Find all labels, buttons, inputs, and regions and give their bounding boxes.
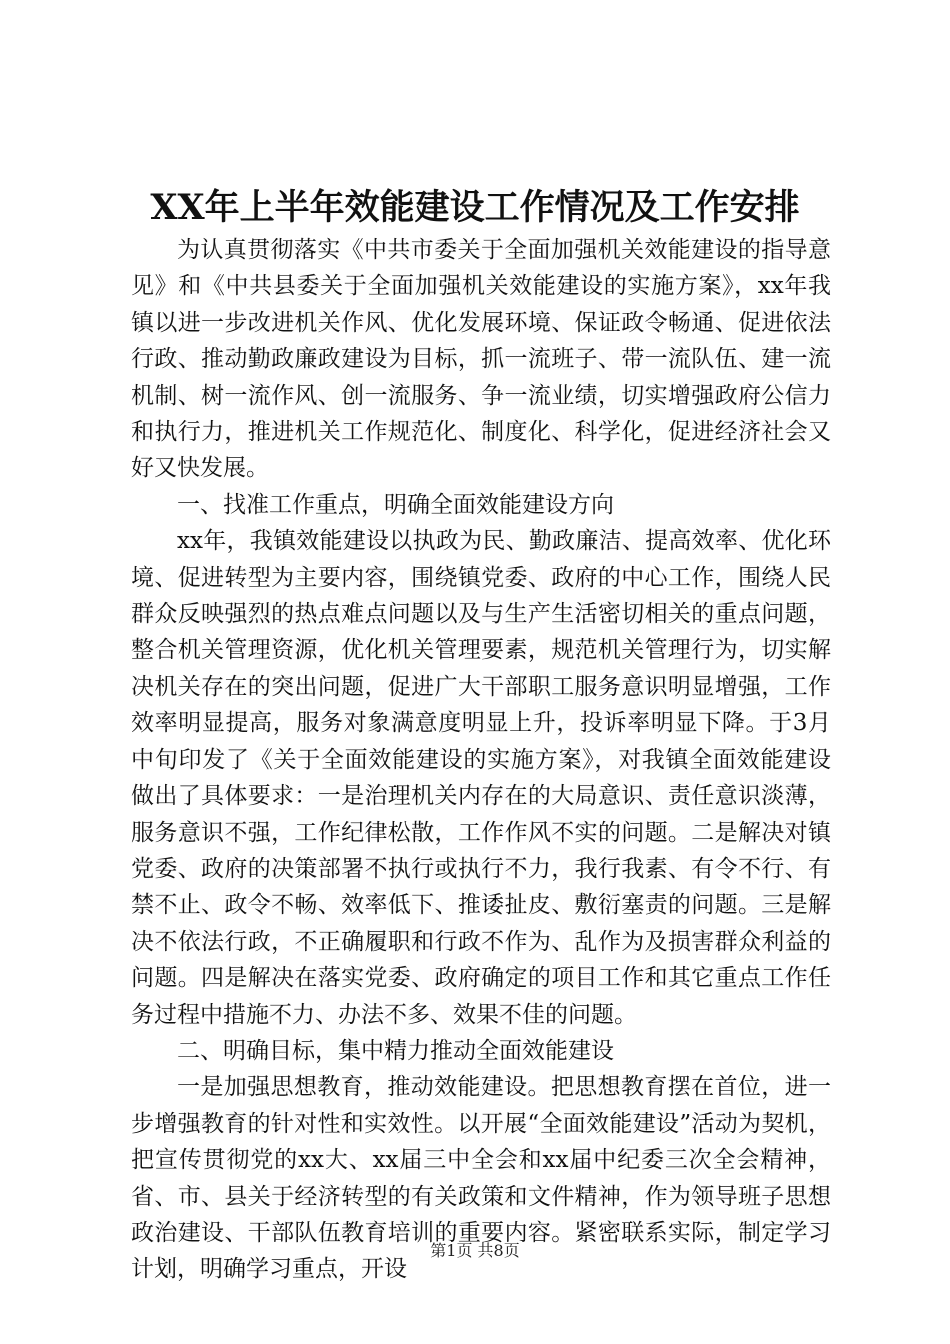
paragraph-section-2: 一是加强思想教育，推动效能建设。把思想教育摆在首位，进一步增强教育的针对性和实效性。以开展“全面效能建设”活动为契机，把宣传贯彻党的xx大、xx届三中全会和xx届中纪委三次全会精神，省、市、县关于经济转型的有关政策和文件精神，作为领导班子思想政治建设、干部队伍教育培训的重要内容。紧密联系实际，制定学习计划，明确学习重点，开设 xyxy=(131,1074,831,1283)
page-footer: 第1页 共8页 xyxy=(430,1241,520,1260)
document-title: XX年上半年效能建设工作情况及工作安排 xyxy=(150,187,800,228)
paragraph-intro: 为认真贯彻落实《中共市委关于全面加强机关效能建设的指导意见》和《中共县委关于全面加强机关效能建设的实施方案》，xx年我镇以进一步改进机关作风、优化发展环境、保证政令畅通、促进依法行政、推动勤政廉政建设为目标，抓一流班子、带一流队伍、建一流机制、树一流作风、创一流服务、争一流业绩，切实增强政府公信力和执行力，推进机关工作规范化、制度化、科学化，促进经济社会又好又快发展。 xyxy=(131,237,831,482)
paragraph-section-1: xx年，我镇效能建设以执政为民、勤政廉洁、提高效率、优化环境、促进转型为主要内容，围绕镇党委、政府的中心工作，围绕人民群众反映强烈的热点难点问题以及与生产生活密切相关的重点问题，整合机关管理资源，优化机关管理要素，规范机关管理行为，切实解决机关存在的突出问题，促进广大干部职工服务意识明显增强，工作效率明显提高，服务对象满意度明显上升，投诉率明显下降。于3月中旬印发了《关于全面效能建设的实施方案》，对我镇全面效能建设做出了具体要求：一是治理机关内存在的大局意识、责任意识淡薄，服务意识不强，工作纪律松散，工作作风不实的问题。二是解决对镇党委、政府的决策部署不执行或执行不力，我行我素、有令不行、有禁不止、政令不畅、效率低下、推诿扯皮、敷衍塞责的问题。三是解决不依法行政，不正确履职和行政不作为、乱作为及损害群众利益的问题。四是解决在落实党委、政府确定的项目工作和其它重点工作任务过程中措施不力、办法不多、效果不佳的问题。 xyxy=(131,528,831,1028)
section-heading-1: 一、找准工作重点，明确全面效能建设方向 xyxy=(177,491,614,518)
document-body xyxy=(131,232,831,1288)
section-heading-2: 二、明确目标，集中精力推动全面效能建设 xyxy=(177,1037,614,1064)
